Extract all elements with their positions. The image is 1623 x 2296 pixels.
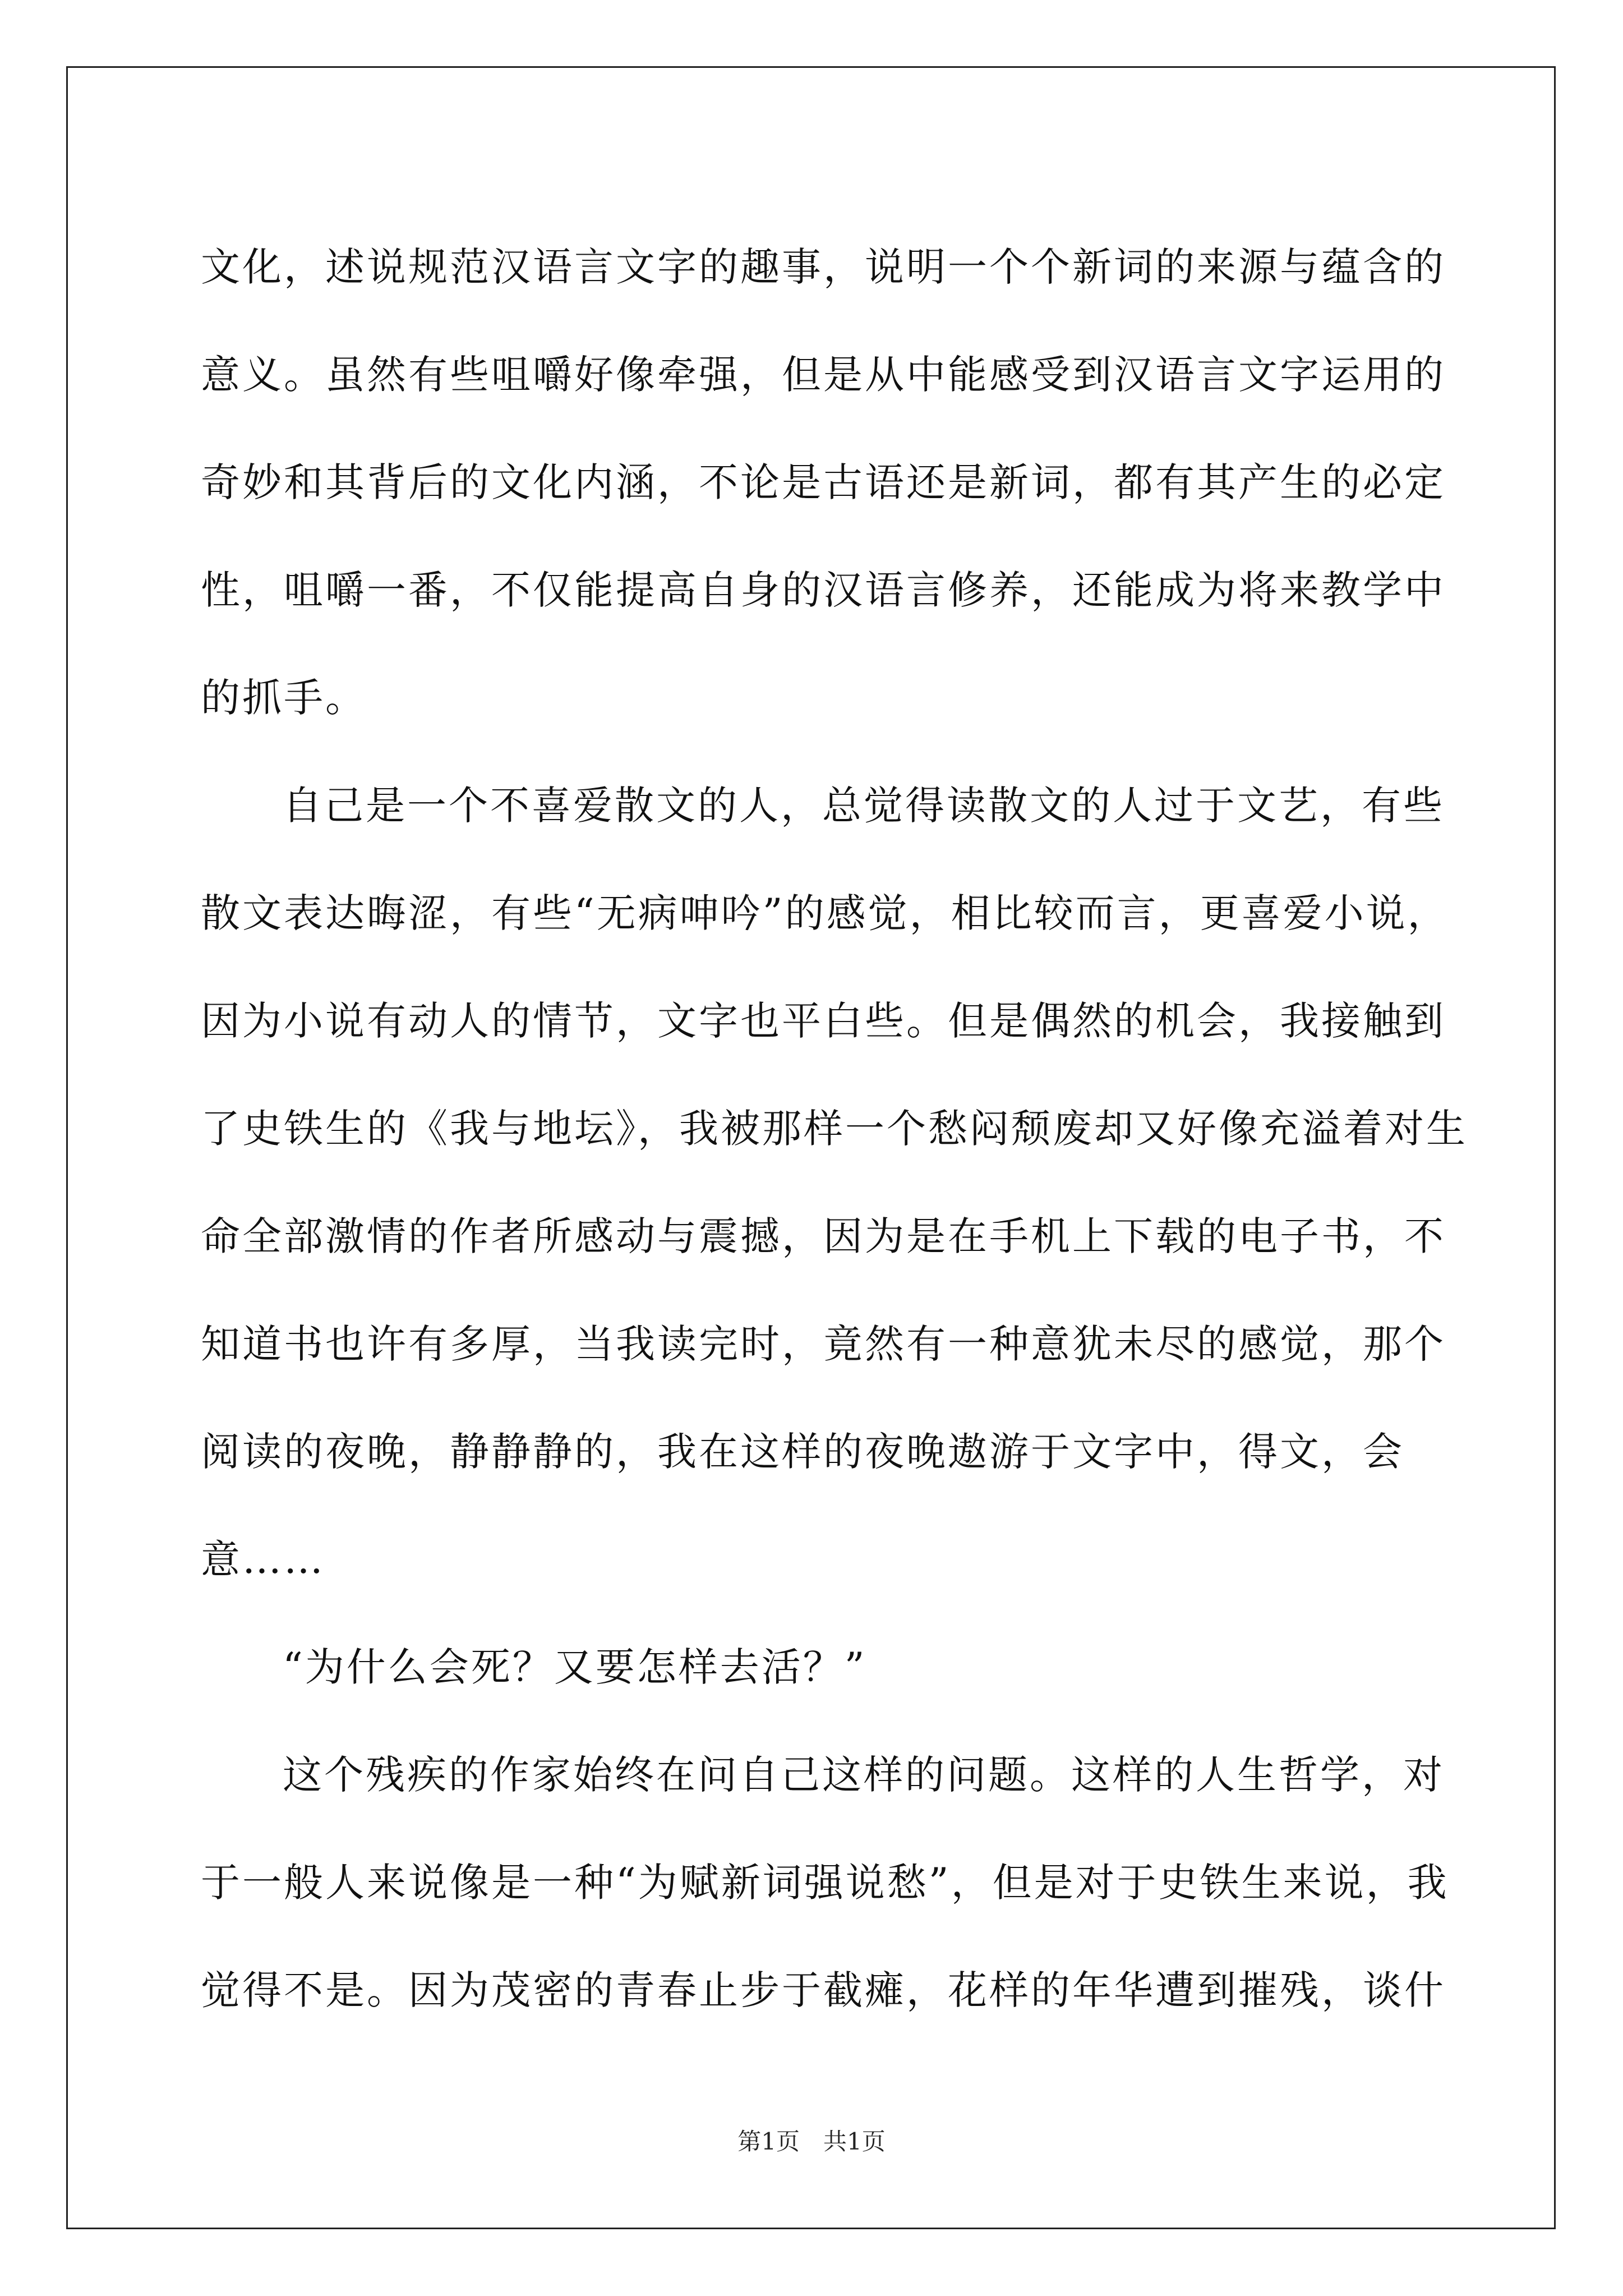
page-number-footer: 第1页 共1页	[737, 2128, 886, 2155]
text-line-15: 这个残疾的作家始终在问自己这样的问题。这样的人生哲学，对	[283, 1752, 1445, 1798]
text-line-4: 性，咀嚼一番，不仅能提高自身的汉语言修养，还能成为将来教学中	[201, 567, 1446, 613]
text-line-16: 于一般人来说像是一种“为赋新词强说愁”，但是对于史铁生来说，我	[201, 1860, 1449, 1906]
text-line-3: 奇妙和其背后的文化内涵，不论是古语还是新词，都有其产生的必定	[201, 459, 1446, 505]
text-line-5: 的抓手。	[201, 675, 367, 721]
text-line-12: 阅读的夜晚，静静静的，我在这样的夜晚遨游于文字中，得文，会	[201, 1429, 1404, 1475]
text-line-8: 因为小说有动人的情节，文字也平白些。但是偶然的机会，我接触到	[201, 998, 1446, 1044]
text-line-17: 觉得不是。因为茂密的青春止步于截瘫，花样的年华遭到摧残，谈什	[201, 1967, 1446, 2013]
text-line-14: “为什么会死？又要怎样去活？”	[283, 1644, 867, 1690]
text-line-2: 意义。虽然有些咀嚼好像牵强，但是从中能感受到汉语言文字运用的	[201, 352, 1446, 398]
text-line-1: 文化，述说规范汉语言文字的趣事，说明一个个新词的来源与蕴含的	[201, 244, 1446, 290]
document-body	[201, 213, 1468, 2044]
text-line-9: 了史铁生的《我与地坛》，我被那样一个愁闷颓废却又好像充溢着对生	[201, 1106, 1468, 1152]
text-line-7: 散文表达晦涩，有些“无病呻吟”的感觉，相比较而言，更喜爱小说，	[201, 890, 1449, 936]
text-line-10: 命全部激情的作者所感动与震撼，因为是在手机上下载的电子书，不	[201, 1213, 1446, 1259]
text-line-13: 意……	[201, 1536, 325, 1582]
text-line-6: 自己是一个不喜爱散文的人，总觉得读散文的人过于文艺，有些	[283, 783, 1445, 829]
text-line-11: 知道书也许有多厚，当我读完时，竟然有一种意犹未尽的感觉，那个	[201, 1321, 1446, 1367]
